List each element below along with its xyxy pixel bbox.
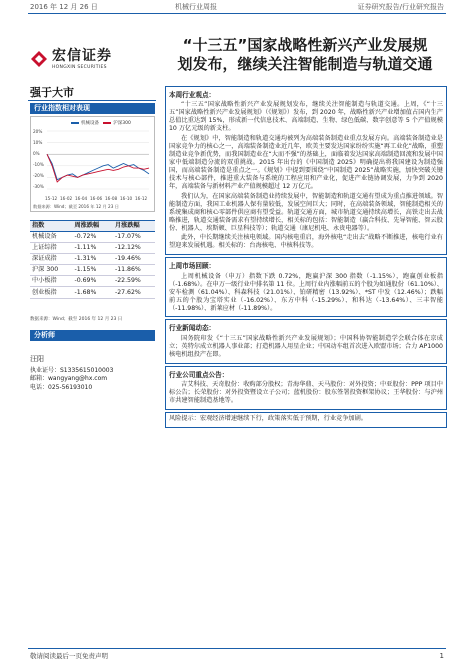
series-line-1 xyxy=(47,154,149,180)
x-tick-label: 16-12 xyxy=(135,195,148,201)
analyst-info xyxy=(30,345,155,392)
x-tick-label: 15-12 xyxy=(45,195,58,201)
rating-headline: 强于大市 xyxy=(30,86,74,99)
chart-source: 数据来源：Wind；截至 2016 年 12 月 23 日 xyxy=(33,203,119,209)
x-tick-label: 16-06 xyxy=(90,195,103,201)
table-cell: -1.68% xyxy=(72,287,113,298)
table-header-row xyxy=(30,221,155,232)
analyst-phone: 电话：025-56193010 xyxy=(30,383,93,391)
table-row xyxy=(30,254,155,265)
company-logo xyxy=(30,48,130,76)
paragraph: 此外，中长期继续关注核电领域。国内核电重启，海外核电“走出去”战略不断推进，核电行业有望迎来发展机遇。相关标的：台海核电、中核科技等。 xyxy=(169,234,443,250)
table-row xyxy=(30,265,155,276)
paragraph: 在《规划》中，智能制造和轨道交通均被列为高端装备制造业重点发展方向。高端装备制造业是国家竞争力的核心之一，高端装备制造业近几年，欧美主要发达国家纷纷实施“再工业化”战略，重塑制造业竞争新优势，而我国制造业在“大而不强”的基础上，面临着发达国家高端制造回流和发展中国家中低端制造分流的双重挑战。2015 年出台的《中国制造 2025》明确提出将我国建设为制造强国，而高端装备制造是重点之一。《规划》中提到要围绕“中国制造 2025”战略实施，加快突破关键技术与核心部件，推进重大装备与系统的工程应用和产业化，促进产业链协调发展，力争到 2020 年，高端装备与新材料产业产值规模超过 12 万亿元。 xyxy=(169,135,443,190)
header-bar xyxy=(0,0,474,14)
table-cell: -0.72% xyxy=(72,231,113,242)
logo-text-cn: 宏信证券 xyxy=(52,48,112,64)
page-number: 1 xyxy=(439,652,444,660)
table-cell: 深证成指 xyxy=(30,254,72,265)
table-cell: -0.69% xyxy=(72,276,113,287)
paragraph: 国务院印发《“十三五”国家战略性新兴产业发展规划》；中国科协智能制造学会联合体在京成立；英特尔成立机器人事业部；打造机器人用星企业；中国动车组首次进入欧盟市场；合力 AP1000 核电机组投产在即。 xyxy=(169,334,443,358)
report-type: 机械行业周报 xyxy=(175,3,217,11)
box-industry-news xyxy=(165,319,447,363)
left-divider xyxy=(28,100,156,101)
table-row xyxy=(30,287,155,298)
table-row xyxy=(30,231,155,242)
table-cell: -27.62% xyxy=(113,287,155,298)
logo-mark-icon xyxy=(30,50,48,68)
box-weekly-view xyxy=(165,86,447,255)
y-tick-label: 10% xyxy=(33,140,43,145)
section-heading: 本周行业观点： xyxy=(169,91,216,99)
table-cell: 创业板指 xyxy=(30,287,72,298)
section-index-perf: 行业指数相对表现 xyxy=(30,103,155,114)
index-perf-table xyxy=(30,220,155,299)
table-cell: -12.12% xyxy=(113,242,155,253)
box-company-notices xyxy=(165,366,447,410)
logo-text-en: HONGXIN SECURITIES xyxy=(52,65,107,70)
analyst-cert: 执业证号：S1335615010003 xyxy=(30,366,114,374)
x-tick-label: 16-04 xyxy=(75,195,88,201)
table-cell: -11.86% xyxy=(113,265,155,276)
table-cell: -1.11% xyxy=(72,242,113,253)
table-row xyxy=(30,276,155,287)
paragraph: “十三五”国家战略性新兴产业发展规划发布，继续关注智能制造与轨道交通。上周，《“十三五”国家战略性新兴产业发展规划》（《规划》）发布，到 2020 年，战略性新兴产业增加值占国内生产总值比重达到 15%，形成新一代信息技术、高端制造、生物、绿色低碳、数字创意等 5 个产值规模 10 万亿元级的新支柱。 xyxy=(169,101,443,133)
footer-divider xyxy=(28,648,446,649)
table-cell: -17.07% xyxy=(113,231,155,242)
report-category: 证券研究报告/行业研究报告 xyxy=(357,3,444,11)
table-cell: 中小板指 xyxy=(30,276,72,287)
report-body xyxy=(165,86,447,430)
paragraph: 吉艾科技、天奇股份：收购部分股权；青海华鼎、天马股份：对外投资；中亚股份：PPP 项目中标公告；长荣股份：对外投资暨设立子公司；蓝机股份：股东签署投资框架协议；王华股份：与沪州市共建智能制造基地等。 xyxy=(169,381,443,404)
risk-note: 风险提示：宏观经济增速继续下行，政策落实低于预期，行业竞争加剧。 xyxy=(169,414,367,422)
y-tick-label: -30% xyxy=(33,184,44,189)
index-chart xyxy=(30,116,155,212)
section-heading: 行业公司重点公告： xyxy=(169,370,229,379)
table-header-cell: 月涨跌幅 xyxy=(113,221,155,232)
box-market-review xyxy=(165,257,447,317)
y-tick-label: 0% xyxy=(33,151,40,156)
table-source: 数据来源：Wind；截至 2016 年 12 月 23 日 xyxy=(30,317,123,322)
table-cell: -1.31% xyxy=(72,254,113,265)
title-line-2: 划发布，继续关注智能制造与轨道交通 xyxy=(177,54,433,73)
report-date: 2016 年 12 月 26 日 xyxy=(30,3,98,11)
table-header-cell: 周涨跌幅 xyxy=(72,221,113,232)
x-tick-label: 16-02 xyxy=(60,195,73,201)
table-cell: 上证综指 xyxy=(30,242,72,253)
analyst-name: 汪阳 xyxy=(30,355,44,363)
header-divider xyxy=(28,13,446,14)
table-cell: 沪深 300 xyxy=(30,265,72,276)
table-cell: -19.46% xyxy=(113,254,155,265)
y-tick-label: -20% xyxy=(33,173,44,178)
paragraph: 上周机械设备（申万）指数下跌 0.72%，跑赢沪深 300 指数（-1.15%），跑赢创业板指（-1.68%）。在申万一级行业中排名第 11 位。上周行业内涨幅前五的个股为如通股份（61.10%）、安车检测（61.04%）、科森科技（21.01%）、铂研精密（13.92%）、*ST 中发（12.46%）；跌幅前五的个股为宝塔实业（-16.02%）、东方中科（-15.29%）、和科达（-13.64%）、三丰智能（-11.98%）、新莱应材（-11.89%）。 xyxy=(169,272,443,312)
section-heading: 行业新闻动态： xyxy=(169,324,216,333)
box-risk xyxy=(165,412,447,428)
table-row xyxy=(30,242,155,253)
legend-label-2: 沪深300 xyxy=(113,121,131,126)
analyst-email: 邮箱：wangyang@hx.com xyxy=(30,375,108,383)
table-header-cell: 指数 xyxy=(30,221,72,232)
paragraph: 我们认为，在国家高端装备制造业持续发展中，智能制造和轨道交通有望成为重点推进领域。智能制造方面，我国工业机器人保有量较低，发展空间巨大；同时，在高端装备领域，智能制造相关的系统集成商和核心零部件供应商有望受益。轨道交通方面，城市轨道交通持续高增长，高铁走出去战略推进，轨道交通装备需求有望持续增长，相关标的包括：智能制造（赢合科技、先导智能、智云股份、机器人、埃斯顿、巨星科技等）；轨道交通（康尼机电、永贵电器等）。 xyxy=(169,192,443,232)
title-line-1: “十三五”国家战略性新兴产业发展规 xyxy=(182,36,428,54)
legend-label-1: 机械设备 xyxy=(81,121,99,126)
table-cell: -22.59% xyxy=(113,276,155,287)
y-tick-label: -10% xyxy=(33,162,44,167)
y-tick-label: 20% xyxy=(33,129,43,134)
table-cell: 机械设备 xyxy=(30,231,72,242)
section-heading: 上周市场回顾： xyxy=(169,262,216,271)
footer-disclaimer: 敬请阅读最后一页免责声明 xyxy=(30,652,108,660)
table-cell: -1.15% xyxy=(72,265,113,276)
section-analyst: 分析师 xyxy=(30,330,155,341)
x-tick-label: 16-08 xyxy=(105,195,118,201)
page-title xyxy=(160,36,450,74)
x-tick-label: 16-10 xyxy=(120,195,133,201)
